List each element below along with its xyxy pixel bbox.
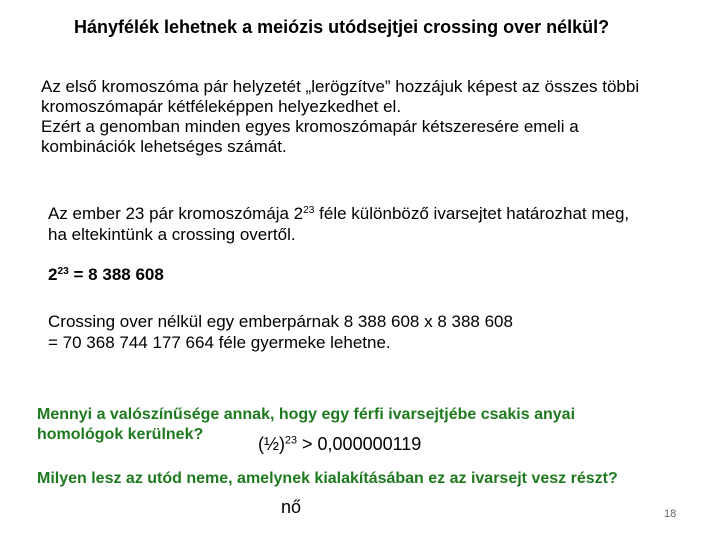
intro-line-4: kombinációk lehetséges számát. [41,137,287,156]
human-chromosome-line-2: ha eltekintünk a crossing overtől. [48,225,296,244]
probability-base: (½) [258,434,285,454]
human-chromosome-exponent: 23 [303,204,315,216]
probability-exponent: 23 [285,434,298,447]
probability-question-line-2: homológok kerülnek? [37,426,204,443]
intro-line-2: kromoszómapár kétféleképpen helyezkedhet el. [41,97,402,116]
sex-question: Milyen lesz az utód neme, amelynek kialakításában ez az ivarsejt vesz részt? [37,470,618,487]
combination-formula [48,265,164,285]
probability-answer [258,434,421,455]
intro-line-3: Ezért a genomban minden egyes kromoszómapár kétszeresére emeli a [41,117,579,136]
offspring-line-1: Crossing over nélkül egy emberpárnak 8 388 608 x 8 388 608 [48,312,513,331]
probability-question-line-1: Mennyi a valószínűsége annak, hogy egy férfi ivarsejtjébe csakis anyai [37,406,576,423]
sex-answer: nő [281,497,302,517]
formula-base: 2 [48,265,58,284]
page-number: 18 [664,508,677,520]
human-chromosome-line-1 [48,203,698,224]
probability-value: > 0,000000119 [297,434,422,454]
intro-line-1: Az első kromoszóma pár helyzetét „lerögzítve” hozzájuk képest az összes többi [41,77,640,96]
human-chromosome-text-pre: Az ember 23 pár kromoszómája 2 [48,204,304,223]
offspring-paragraph [48,311,698,353]
slide-title: Hányfélék lehetnek a meiózis utódsejtjei crossing over nélkül? [74,17,610,37]
offspring-line-2: = 70 368 744 177 664 féle gyermeke lehetne. [48,333,391,352]
formula-exponent: 23 [57,265,69,277]
intro-paragraph [41,77,701,157]
human-chromosome-text-post: féle különböző ivarsejtet határozhat meg, [314,204,630,223]
formula-result: = 8 388 608 [68,265,164,284]
human-chromosome-paragraph [48,203,698,245]
